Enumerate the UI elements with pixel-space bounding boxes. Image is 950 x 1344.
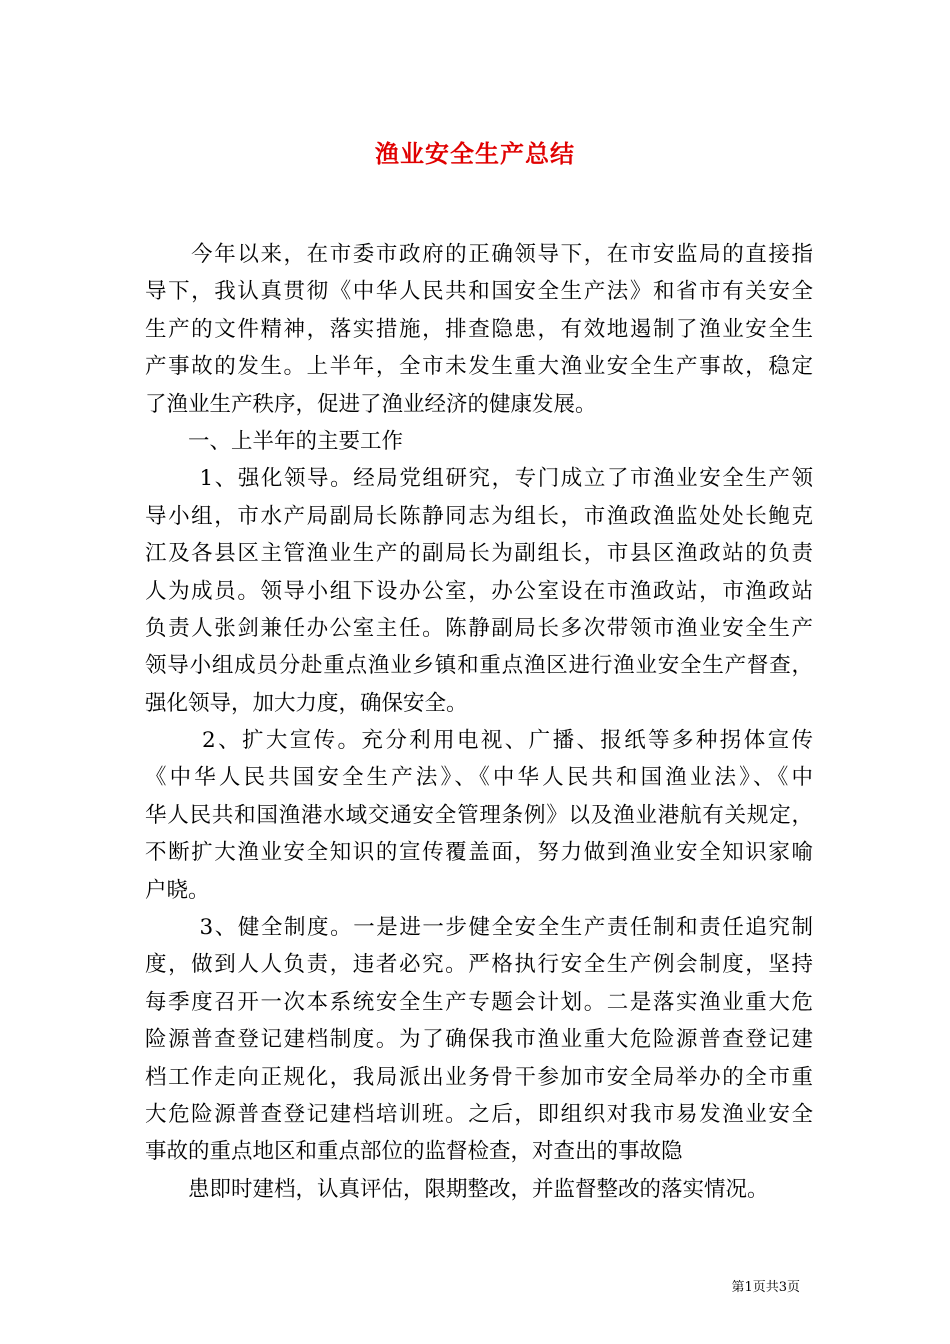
body-line: 大危险源普查登记建档培训班。之后，即组织对我市易发渔业安全 — [145, 1101, 813, 1127]
body-line: 产事故的发生。上半年，全市未发生重大渔业安全生产事故，稳定 — [145, 354, 813, 380]
body-line: 负责人张剑兼任办公室主任。陈静副局长多次带领市渔业安全生产 — [145, 615, 813, 641]
body-line: 每季度召开一次本系统安全生产专题会计划。二是落实渔业重大危 — [145, 989, 813, 1015]
body-line: 导下，我认真贯彻《中华人民共和国安全生产法》和省市有关安全 — [145, 279, 813, 305]
body-line: 导小组，市水产局副局长陈静同志为组长，市渔政渔监处处长鲍克 — [145, 503, 813, 529]
body-line: 生产的文件精神，落实措施，排查隐患，有效地遏制了渔业安全生 — [145, 316, 813, 342]
body-line: 患即时建档，认真评估，限期整改，并监督整改的落实情况。 — [145, 1176, 769, 1202]
page-number: 第1页共3页 — [731, 1280, 800, 1295]
body-line: 《中华人民共国安全生产法》、《中华人民共和国渔业法》、《中 — [145, 765, 813, 791]
body-line: 今年以来，在市委市政府的正确领导下，在市安监局的直接指 — [145, 242, 813, 267]
body-line: 强化领导，加大力度，确保安全。 — [145, 690, 468, 716]
document-body — [145, 236, 813, 1208]
body-line: 3、健全制度。一是进一步健全安全生产责任制和责任追究制 — [145, 915, 813, 941]
body-line: 档工作走向正规化，我局派出业务骨干参加市安全局举办的全市重 — [145, 1064, 813, 1090]
body-line: 一、上半年的主要工作 — [145, 428, 404, 454]
document-title: 渔业安全生产总结 — [375, 139, 575, 168]
body-line: 人为成员。领导小组下设办公室，办公室设在市渔政站，市渔政站 — [145, 578, 813, 604]
body-line: 户晓。 — [145, 877, 210, 903]
body-line: 险源普查登记建档制度。为了确保我市渔业重大危险源普查登记建 — [145, 1027, 813, 1053]
body-line: 1、强化领导。经局党组研究，专门成立了市渔业安全生产领 — [145, 466, 813, 492]
body-line: 领导小组成员分赴重点渔业乡镇和重点渔区进行渔业安全生产督查， — [145, 653, 813, 679]
body-line: 2、扩大宣传。充分利用电视、广播、报纸等多种拐体宣传 — [145, 728, 813, 754]
body-line: 度，做到人人负责，违者必究。严格执行安全生产例会制度，坚持 — [145, 952, 813, 978]
body-line: 华人民共和国渔港水域交通安全管理条例》以及渔业港航有关规定， — [145, 802, 813, 828]
body-line: 了渔业生产秩序，促进了渔业经济的健康发展。 — [145, 391, 597, 417]
body-line: 江及各县区主管渔业生产的副局长为副组长，市县区渔政站的负责 — [145, 541, 813, 567]
body-line: 事故的重点地区和重点部位的监督检查，对查出的事故隐 — [145, 1139, 683, 1165]
body-line: 不断扩大渔业安全知识的宣传覆盖面，努力做到渔业安全知识家喻 — [145, 840, 813, 866]
